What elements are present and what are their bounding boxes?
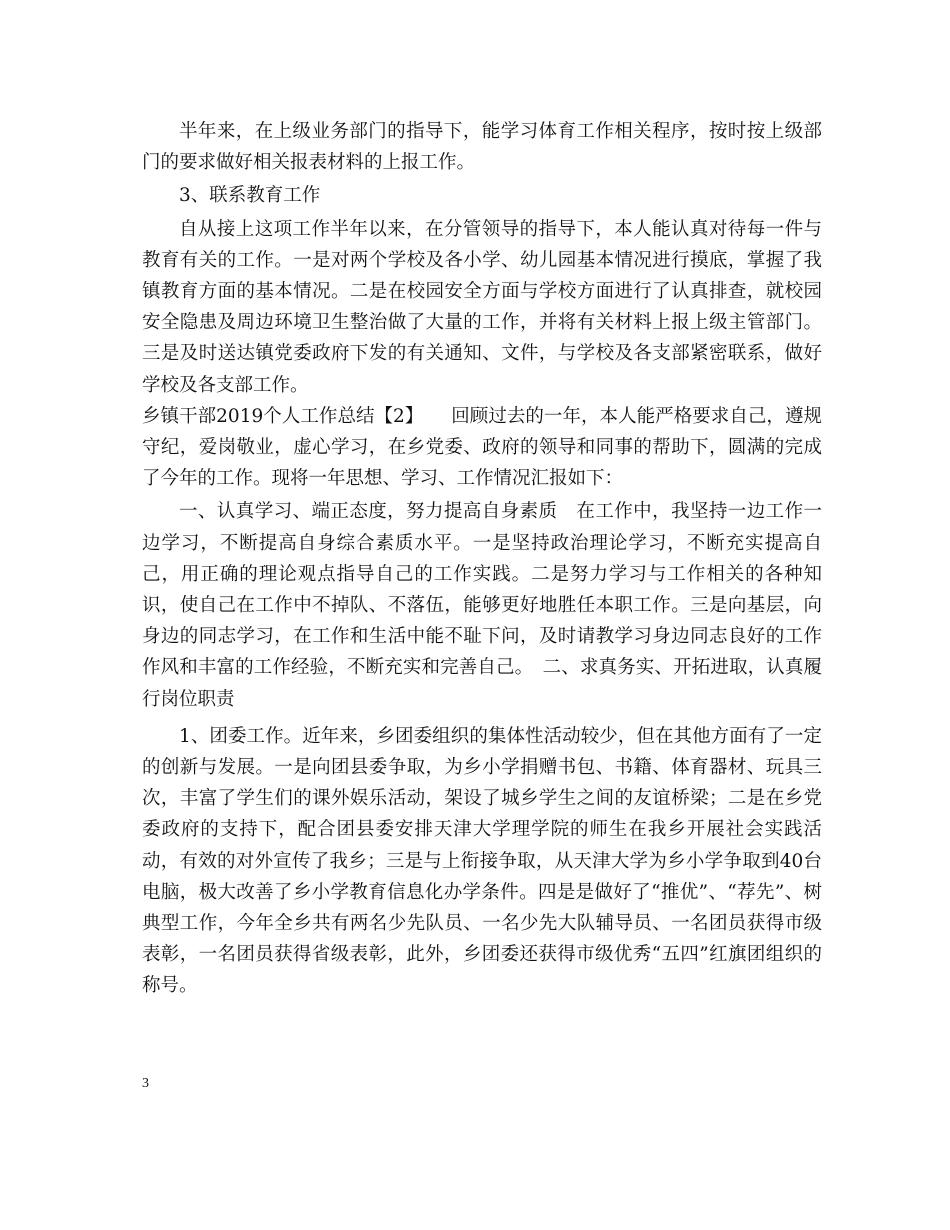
paragraph-education-work: 自从接上这项工作半年以来，在分管领导的指导下，本人能认真对待每一件与教育有关的工作。一是对两个学校及各小学、幼儿园基本情况进行摸底，掌握了我镇教育方面的基本情况。二是在校园安全方面与学校方面进行了认真排查，就校园安全隐患及周边环境卫生整治做了大量的工作，并将有关材料上报上级主管部门。三是及时送达镇党委政府下发的有关通知、文件，与学校及各支部紧密联系，做好学校及各支部工作。: [142, 218, 822, 396]
paragraph-sports-work: 半年来，在上级业务部门的指导下，能学习体育工作相关程序，按时按上级部门的要求做好相关报表材料的上报工作。: [142, 121, 822, 174]
page-number: 3: [142, 1076, 149, 1091]
document-body: [142, 116, 822, 1002]
paragraph-summary-intro: 乡镇干部2019个人工作总结【2】 回顾过去的一年，本人能严格要求自己，遵规守纪，爱岗敬业，虚心学习，在乡党委、政府的领导和同事的帮助下，圆满的完成了今年的工作。现将一年思想、学习、工作情况汇报如下：: [142, 405, 822, 490]
paragraph-youth-league-work: 1、团委工作。近年来，乡团委组织的集体性活动较少，但在其他方面有了一定的创新与发展。一是向团县委争取，为乡小学捐赠书包、书籍、体育器材、玩具三次，丰富了学生们的课外娱乐活动，架设了城乡学生之间的友谊桥梁；二是在乡党委政府的支持下，配合团县委安排天津大学理学院的师生在我乡开展社会实践活动，有效的对外宣传了我乡；三是与上衔接争取，从天津大学为乡小学争取到40台电脑，极大改善了乡小学教育信息化办学条件。四是是做好了“推优”、“荐先”、树典型工作，今年全乡共有两名少先队员、一名少先大队辅导员、一名团员获得市级表彰，一名团员获得省级表彰，此外，乡团委还获得市级优秀“五四”红旗团组织的称号。: [142, 725, 822, 997]
section-heading-education: 3、联系教育工作: [179, 185, 321, 207]
paragraph-study-attitude: 一、认真学习、端正态度，努力提高自身素质 在工作中，我坚持一边工作一边学习，不断提高自身综合素质水平。一是坚持政治理论学习，不断充实提高自己，用正确的理论观点指导自己的工作实践。二是努力学习与工作相关的各种知识，使自己在工作中不掉队、不落伍，能够更好地胜任本职工作。三是向基层，向身边的同志学习，在工作和生活中能不耻下问，及时请教学习身边同志良好的工作作风和丰富的工作经验，不断充实和完善自己。 二、求真务实、开拓进取，认真履行岗位职责: [142, 501, 822, 710]
